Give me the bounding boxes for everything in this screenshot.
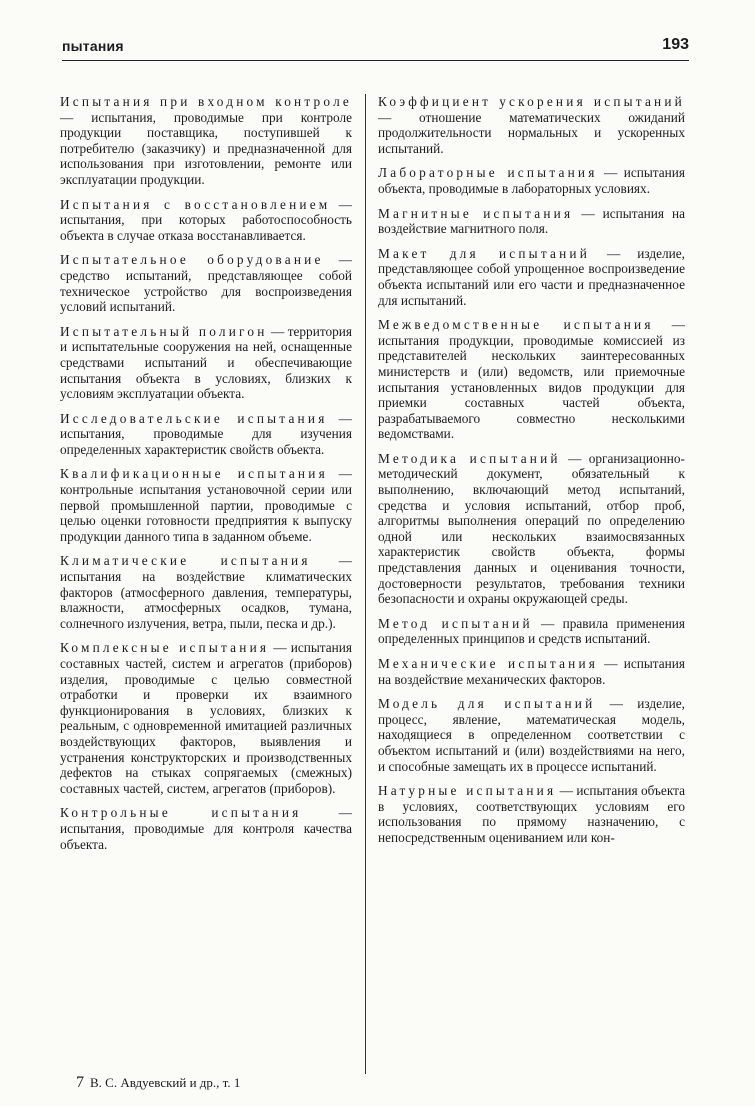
entry-term: Лабораторные испытания [378, 165, 598, 181]
entry-term: Межведомственные испытания [378, 317, 654, 333]
right-column [378, 94, 685, 1064]
glossary-entry [60, 197, 352, 244]
glossary-entry [60, 640, 352, 796]
glossary-entry [378, 165, 685, 196]
entry-term: Методика испытаний [378, 450, 561, 466]
entry-definition: — испытания на воздействие механических факторов. [378, 656, 685, 687]
entry-definition: — отношение математических ожиданий продолжительности нормальных и ускоренных испытаний. [378, 109, 685, 156]
entry-term: Контрольные испытания [60, 805, 302, 821]
entry-term: Магнитные испытания [378, 205, 574, 221]
entry-definition: — изделие, процесс, явление, математическая модель, находящиеся в определенном соответствии с объектом испытаний и (или) воздействиями на него, и способные замещать их в процессе испытаний. [378, 696, 685, 774]
entry-term: Метод испытаний [378, 615, 533, 631]
entry-definition: — испытания составных частей, систем и агрегатов (приборов) изделия, проводимые с целью совместной отработки и проверки их взаимного функционирования в условиях, близких к реальным, с одновременной имитацией различных воздействующих факторов, выявления и устранения конструкторских и производственных дефектов на стыках сопрягаемых (смежных) составных частей, систем, агрегатов (приборов). [60, 640, 352, 796]
entry-definition: — контрольные испытания установочной серии или первой промышленной партии, проводимые с целью оценки готовности предприятия к выпуску продукции данного типа в заданном объеме. [60, 466, 352, 544]
glossary-entry [60, 324, 352, 402]
running-title: пытания [62, 38, 124, 54]
glossary-entry [60, 805, 352, 852]
glossary-entry [378, 94, 685, 156]
entry-definition: — испытания, проводимые при контроле продукции поставщика, поступившей к потребителю (заказчику) и предназначенной для использования при изготовлении, ремонте или эксплуатации продукции. [60, 109, 352, 187]
entry-term: Модель для испытаний [378, 696, 596, 712]
page-number: 193 [662, 36, 689, 53]
glossary-entry [378, 206, 685, 237]
entry-definition: — испытания, при которых работоспособность объекта в случае отказа восстанавливается. [60, 196, 352, 243]
glossary-entry [378, 616, 685, 647]
glossary-entry [60, 466, 352, 544]
glossary-entry [378, 656, 685, 687]
entry-term: Макет для испытаний [378, 245, 591, 261]
entry-term: Комплексные испытания [60, 640, 270, 656]
glossary-entry [60, 411, 352, 458]
glossary-entry [60, 252, 352, 314]
entry-term: Испытательное оборудование [60, 252, 324, 268]
entry-term: Исследовательские испытания [60, 410, 328, 426]
entry-term: Квалификационные испытания [60, 466, 328, 482]
entry-definition: — испытания объекта в условиях, соответствующих условиям его использования по прямому назначению, с непосредственным оцениванием или кон- [378, 783, 685, 845]
entry-definition: — территория и испытательные сооружения на ней, оснащенные средствами испытаний и обеспечивающие испытания объекта в условиях, близких к условиям эксплуатации объекта. [60, 323, 352, 402]
signature-mark: 7 [76, 1074, 84, 1091]
entry-definition: — испытания продукции, проводимые комиссией из представителей нескольких заинтересованных министерств и (или) ведомств, или приемочные испытания установленных видов продукции для приемки составных частей объекта, разрабатываемого совместно несколькими ведомствами. [378, 317, 685, 442]
footer-text: В. С. Авдуевский и др., т. 1 [90, 1075, 241, 1090]
left-column [60, 94, 352, 1064]
entry-term: Механические испытания [378, 656, 599, 671]
glossary-entry [378, 317, 685, 442]
entry-definition: — средство испытаний, представляющее собой техническое устройство для воспроизведения условий испытаний. [60, 252, 352, 315]
glossary-entry [60, 553, 352, 631]
entry-definition: — испытания на воздействие магнитного поля. [378, 205, 685, 237]
entry-definition: — испытания, проводимые для контроля качества объекта. [60, 805, 352, 852]
entry-definition: — организационно-методический документ, обязательный к выполнению, включающий метод испытаний, средства и условия испытаний, отбор проб, алгоритмы выполнения операций по определению одной или нескольких взаимосвязанных характеристик свойств объекта, формы представления данных и оценивания точности, достоверности результатов, требования техники безопасности и охраны окружающей среды. [378, 450, 685, 607]
entry-definition: — испытания объекта, проводимые в лабораторных условиях. [378, 165, 685, 196]
glossary-entry [60, 94, 352, 188]
glossary-entry [378, 783, 685, 845]
entry-term: Испытания при входном контроле [60, 94, 352, 109]
entry-term: Натурные испытания [378, 783, 557, 799]
entry-term: Климатические испытания [60, 553, 311, 569]
glossary-entry [378, 246, 685, 308]
glossary-entry [378, 696, 685, 774]
entry-definition: — изделие, представляющее собой упрощенное воспроизведение объекта испытаний или его части и предназначенное для испытаний. [378, 245, 685, 308]
page-header [62, 38, 689, 61]
entry-definition: — правила применения определенных принципов и средств испытаний. [378, 615, 685, 647]
entry-term: Коэффициент ускорения испытаний [378, 94, 685, 109]
entry-definition: — испытания, проводимые для изучения определенных характеристик свойств объекта. [60, 410, 352, 457]
entry-term: Испытания с восстановлением [60, 196, 331, 212]
entry-term: Испытательный полигон [60, 323, 268, 339]
entry-definition: — испытания на воздействие климатических факторов (атмосферного давления, температуры, влажности, атмосферных осадков, тумана, солнечного излучения, ветра, пыли, песка и др.). [60, 553, 352, 631]
glossary-entry [378, 451, 685, 607]
page-footer [76, 1074, 240, 1092]
column-divider [365, 94, 366, 1074]
